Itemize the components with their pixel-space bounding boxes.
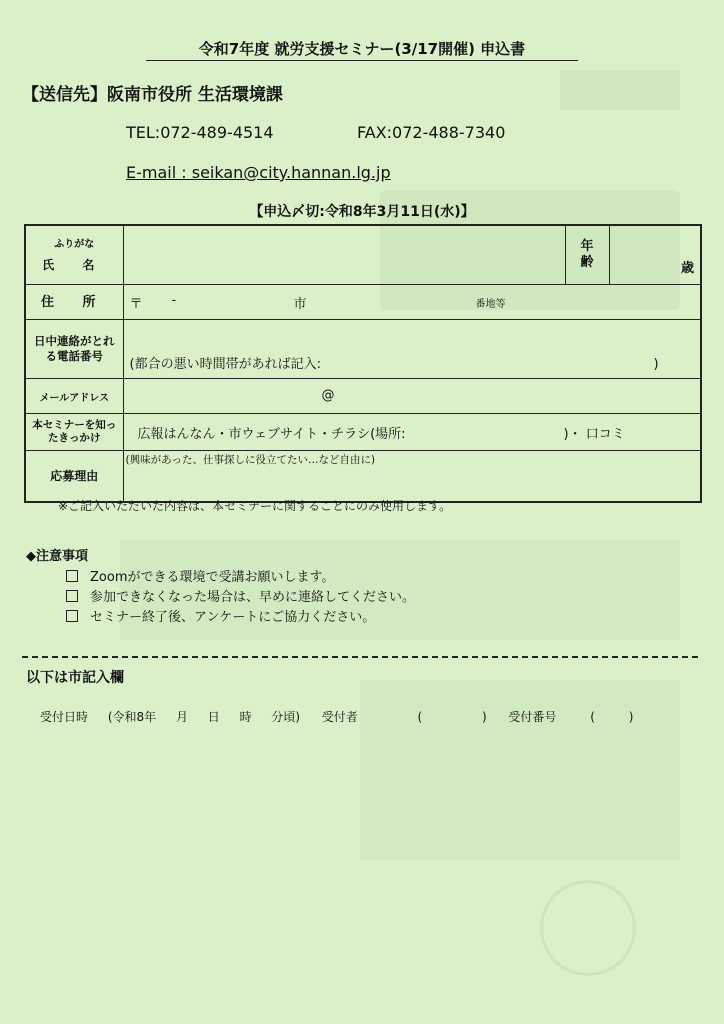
- destination: 【送信先】阪南市役所 生活環境課: [22, 85, 283, 105]
- name-label: 氏 名: [42, 258, 107, 272]
- privacy-note: ※ご記入いただいた内容は、本セミナーに関することにのみ使用します。: [58, 499, 452, 513]
- title-underline: [146, 60, 578, 61]
- caution-text: Zoomができる環境で受講お願いします。: [90, 570, 335, 585]
- caution-text: セミナー終了後、アンケートにご協力ください。: [90, 610, 376, 625]
- source-options-end: )・ 口コミ: [563, 427, 625, 442]
- caution-item: [66, 586, 415, 605]
- received-datetime: 受付日時 (令和8年 月 日 時 分頃): [40, 710, 301, 724]
- phone-row: [25, 320, 701, 379]
- checkbox-icon[interactable]: [66, 610, 78, 622]
- caution-heading: ◆注意事項: [26, 549, 88, 564]
- checkbox-icon[interactable]: [66, 570, 78, 582]
- age-label: 年齢: [565, 225, 609, 285]
- address-detail: 番地等: [475, 299, 506, 310]
- phone-note-close: ): [653, 357, 659, 372]
- application-deadline: 【申込〆切:令和8年3月11日(水)】: [249, 204, 475, 220]
- age-unit: 歳: [680, 261, 694, 276]
- postal-dash: -: [171, 293, 177, 308]
- caution-text: 参加できなくなった場合は、早めに連絡してください。: [90, 590, 416, 605]
- caution-item: [66, 566, 334, 585]
- reason-row: [25, 451, 701, 503]
- application-table: [24, 224, 702, 503]
- reason-label: 応募理由: [25, 451, 123, 503]
- name-row: [25, 225, 701, 285]
- receipt-line: [40, 708, 633, 725]
- watermark-block: [360, 680, 680, 860]
- address-label: 住 所: [25, 285, 123, 320]
- phone-field[interactable]: [123, 320, 701, 379]
- furigana-label: ふりがな: [54, 239, 95, 250]
- receiver: 受付者 ( ): [321, 710, 487, 724]
- age-field[interactable]: [609, 225, 701, 285]
- name-label-cell: [25, 225, 123, 285]
- email-address: E-mail : seikan@city.hannan.lg.jp: [126, 163, 391, 182]
- caution-item: [66, 606, 375, 625]
- at-mark: @: [321, 388, 335, 403]
- phone-note: (都合の悪い時間帯があれば記入:: [129, 357, 321, 372]
- source-label: 本セミナーを知ったきっかけ: [25, 414, 123, 451]
- fax-number: FAX:072-488-7340: [357, 123, 506, 142]
- receipt-number: 受付番号 ( ): [508, 710, 634, 724]
- source-options: 広報はんなん・市ウェブサイト・チラシ(場所:: [137, 427, 406, 442]
- address-field[interactable]: [123, 285, 701, 320]
- mail-label: メールアドレス: [25, 379, 123, 414]
- mascot-watermark: [540, 880, 636, 976]
- watermark-block: [560, 70, 680, 110]
- name-field[interactable]: [123, 225, 565, 285]
- postal-mark: 〒: [129, 297, 143, 312]
- form-title: 令和7年度 就労支援セミナー(3/17開催) 申込書: [198, 40, 526, 58]
- checkbox-icon[interactable]: [66, 590, 78, 602]
- city-suffix: 市: [293, 297, 307, 312]
- source-field[interactable]: [123, 414, 701, 451]
- cut-line: [22, 656, 698, 658]
- source-row: [25, 414, 701, 451]
- tel-number: TEL:072-489-4514: [126, 123, 274, 142]
- mail-field[interactable]: [123, 379, 701, 414]
- reason-hint: (興味があった、仕事探しに役立てたい…など自由に): [125, 454, 376, 466]
- city-section-heading: 以下は市記入欄: [26, 670, 124, 686]
- phone-label: 日中連絡がとれる電話番号: [25, 320, 123, 379]
- address-row: [25, 285, 701, 320]
- reason-field[interactable]: [123, 451, 701, 503]
- mail-row: [25, 379, 701, 414]
